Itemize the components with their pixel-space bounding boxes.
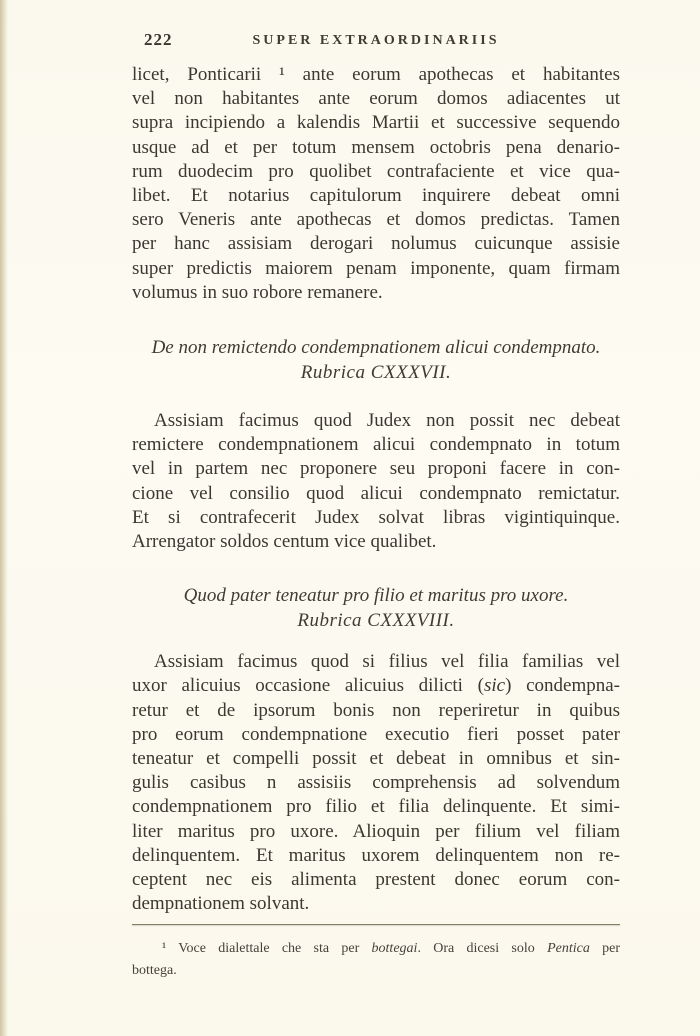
text-line: cione vel consilio quod alicui condempnato remictatur. <box>132 482 620 504</box>
page-number: 222 <box>144 30 173 49</box>
text-line: delinquentem. Et maritus uxorem delinquentem non re- <box>132 844 620 866</box>
section-heading-cxxxvii <box>132 335 620 385</box>
text-line: uxor alicuius occasione alicuius dilicti (sic) condempna- <box>132 675 620 697</box>
text-line: vel in partem nec proponere seu proponi facere in con- <box>132 458 620 480</box>
section-title: De non remictendo condempnationem alicui condempnato. <box>151 337 601 359</box>
section-heading-cxxxviii <box>132 583 620 633</box>
text-line: teneatur et compelli possit et debeat in omnibus et sin- <box>132 748 620 770</box>
text-line: volumus in suo robore remanere. <box>132 281 383 303</box>
text-line: supra incipiendo a kalendis Martii et successive sequendo <box>132 112 620 134</box>
text-line: sero Veneris ante apothecas et domos predictas. Tamen <box>132 209 620 231</box>
text-line: rum duodecim pro quolibet contrafaciente et vice qua- <box>132 160 620 182</box>
text-line: gulis casibus n assisiis comprehensis ad solvendum <box>132 772 620 794</box>
text-line: remictere condempnationem alicui condempnato in totum <box>132 434 620 456</box>
running-head <box>132 30 620 54</box>
text-line: ceptent nec eis alimenta prestent donec eorum con- <box>132 869 620 891</box>
text-line: condempnationem pro filio et filia delinquente. Et simi- <box>132 796 620 818</box>
text-line: Assisiam facimus quod Judex non possit nec debeat <box>154 410 620 432</box>
paragraph-continuation <box>132 63 620 305</box>
running-title: SUPER EXTRAORDINARIIS <box>252 33 500 48</box>
page-content <box>132 30 620 982</box>
text-line: liter maritus pro uxore. Alioquin per filium vel filiam <box>132 820 620 842</box>
footnote <box>132 938 620 982</box>
text-line: pro eorum condempnatione executio fieri posset pater <box>132 723 620 745</box>
text-line: usque ad et per totum mensem octobris pena denario- <box>132 136 620 158</box>
paragraph-rubric-cxxxviii <box>132 650 620 916</box>
rubric-label: Rubrica CXXXVII. <box>300 362 452 384</box>
footnote-line: bottega. <box>132 963 177 979</box>
text-line: per hanc assisiam derogari nolumus cuicunque assisie <box>132 233 620 255</box>
rubric-label: Rubrica CXXXVIII. <box>297 610 455 632</box>
paragraph-rubric-cxxxvii <box>132 409 620 554</box>
section-title: Quod pater teneatur pro filio et maritus pro uxore. <box>183 585 569 607</box>
text-line: dempnationem solvant. <box>132 893 310 915</box>
text-line: Et si contrafecerit Judex solvat libras vigintiquinque. <box>132 506 620 528</box>
text-line: Assisiam facimus quod si filius vel filia familias vel <box>154 651 620 673</box>
text-line: Arrengator soldos centum vice qualibet. <box>132 531 437 553</box>
footnote-separator-rule <box>132 924 620 925</box>
text-line: vel non habitantes ante eorum domos adiacentes ut <box>132 88 620 110</box>
text-line: retur et de ipsorum bonis non reperiretur in quibus <box>132 699 620 721</box>
text-line: licet, Ponticarii ¹ ante eorum apothecas et habitantes <box>132 64 620 85</box>
text-line: libet. Et notarius capitulorum inquirere debeat omni <box>132 185 620 207</box>
page-gutter-edge <box>0 0 8 1036</box>
footnote-line: ¹ Voce dialettale che sta per bottegai. Ora dicesi solo Pentica per <box>162 941 620 957</box>
text-line: super predictis maiorem penam imponente, quam firmam <box>132 257 620 279</box>
